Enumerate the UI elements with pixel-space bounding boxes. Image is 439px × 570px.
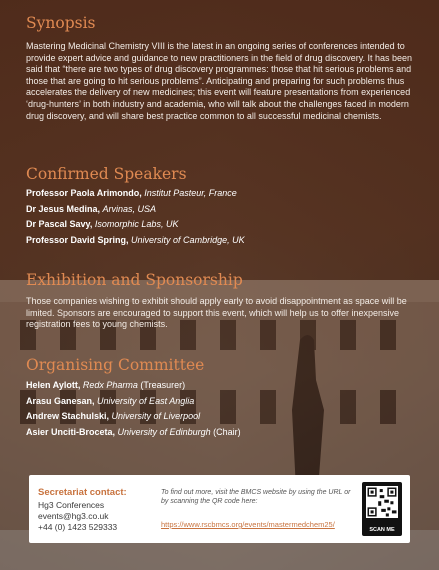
speaker-item: Dr Pascal Savy, Isomorphic Labs, UK [26,219,179,229]
contact-box [29,475,410,543]
exhibition-text: Those companies wishing to exhibit should apply early to avoid disappointment as space will be limited. Sponsors are encouraged to support this event, which will help us to offer inexpensive registration fees to young chemists. [26,296,407,330]
committee-item: Andrew Stachulski, University of Liverpool [26,411,201,421]
committee-heading: Organising Committee [26,356,205,374]
qr-code-icon [366,486,398,518]
secretariat-title: Secretariat contact: [38,487,127,498]
qr-code[interactable] [362,482,402,536]
exhibition-heading: Exhibition and Sponsorship [26,271,243,289]
website-note: To find out more, visit the BMCS website by using the URL or by scanning the QR code here: [161,489,351,505]
scan-me-label: SCAN ME [369,527,395,533]
speaker-item: Professor David Spring, University of Cambridge, UK [26,234,245,245]
website-link[interactable]: https://www.rscbmcs.org/events/mastermedchem25/ [161,520,335,529]
speaker-item: Dr Jesus Medina, Arvinas, USA [26,203,157,214]
speaker-item: Professor Paola Arimondo, Institut Pasteur, France [26,188,237,198]
speakers-heading: Confirmed Speakers [26,165,187,183]
committee-item: Helen Aylott, Redx Pharma (Treasurer) [26,380,186,390]
synopsis-text: Mastering Medicinal Chemistry VIII is the latest in an ongoing series of conferences intended to provide expert advice and guidance to new practitioners in the field of drug discovery. It has been said that “there are two types of drug discovery programmes: those that hit serious problems and those that are going to hit serious problems”. Anticipating and preparing for such problems thus accelerates the delivery of new medicines; this event will feature presentations from experienced ‘drug-hunters’ in both industry and academia, who will talk about the challenges faced in modern drug discovery, and will share best practice common to all successful medicinal chemists. [26,41,413,121]
secretariat-org: Hg3 Conferences [38,500,105,510]
committee-item: Arasu Ganesan, University of East Anglia [26,395,195,406]
committee-item: Asier Unciti-Broceta, University of Edinburgh (Chair) [26,426,241,437]
committee-list [26,378,241,440]
secretariat-email[interactable]: events@hg3.co.uk [38,511,109,521]
synopsis-heading: Synopsis [26,14,96,32]
speakers-list [26,186,245,248]
secretariat-phone: +44 (0) 1423 529333 [38,522,118,532]
